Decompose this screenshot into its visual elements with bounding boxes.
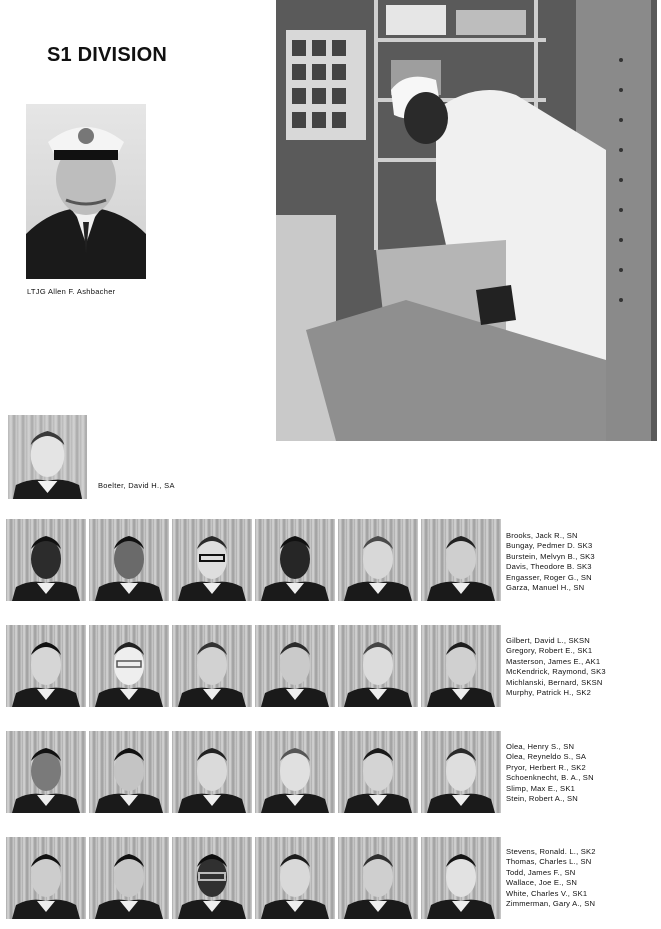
portrait	[421, 625, 501, 707]
crew-name: Olea, Henry S., SN	[506, 742, 575, 751]
portrait	[421, 519, 501, 601]
page-title: S1 DIVISION	[47, 44, 168, 66]
crew-name: Olea, Reyneldo S., SA	[506, 752, 587, 762]
crew-name: Thomas, Charles L., SN	[506, 857, 592, 867]
row-4-names	[506, 847, 656, 909]
portrait	[172, 731, 252, 813]
portrait	[338, 519, 418, 601]
boelter-caption: Boelter, David H., SA	[98, 481, 175, 490]
portrait	[338, 625, 418, 707]
boelter-portrait-photo	[8, 415, 87, 499]
portrait	[89, 731, 169, 813]
crew-name: Todd, James F., SN	[506, 867, 576, 877]
crew-name: Schoenknecht, B. A., SN	[506, 773, 594, 783]
officer-caption: LTJG Allen F. Ashbacher	[27, 287, 116, 296]
portrait-row-2	[6, 625, 502, 707]
crew-name: Stein, Robert A., SN	[506, 793, 578, 803]
portrait	[89, 519, 169, 601]
crew-name: Pryor, Herbert R., SK2	[506, 762, 586, 772]
portrait-row-1	[6, 519, 502, 601]
crew-name: Engasser, Roger G., SN	[506, 572, 592, 582]
portrait	[421, 731, 501, 813]
portrait	[6, 519, 86, 601]
row-3-names	[506, 742, 656, 804]
portrait	[255, 519, 335, 601]
portrait	[89, 625, 169, 707]
crew-name: Gilbert, David L., SKSN	[506, 636, 590, 645]
portrait	[338, 837, 418, 919]
portrait	[6, 625, 86, 707]
crew-name: Burstein, Melvyn B., SK3	[506, 551, 595, 561]
crew-name: White, Charles V., SK1	[506, 888, 588, 898]
portrait	[255, 625, 335, 707]
portrait	[6, 837, 86, 919]
crew-name: Michlanski, Bernard, SKSN	[506, 677, 603, 687]
portrait	[172, 837, 252, 919]
storeroom-action-photo	[276, 0, 657, 441]
crew-name: Davis, Theodore B. SK3	[506, 562, 592, 572]
portrait	[255, 731, 335, 813]
crew-name: McKendrick, Raymond, SK3	[506, 667, 606, 677]
row-1-names	[506, 531, 656, 593]
crew-name: Masterson, James E., AK1	[506, 656, 601, 666]
portrait-row-4	[6, 837, 502, 919]
portrait	[338, 731, 418, 813]
crew-name: Garza, Manuel H., SN	[506, 582, 585, 592]
portrait	[89, 837, 169, 919]
crew-name: Murphy, Patrick H., SK2	[506, 687, 592, 697]
portrait-row-3	[6, 731, 502, 813]
portrait	[6, 731, 86, 813]
crew-name: Wallace, Joe E., SN	[506, 878, 578, 888]
portrait	[255, 837, 335, 919]
portrait	[421, 837, 501, 919]
row-2-names	[506, 636, 656, 698]
crew-name: Gregory, Robert E., SK1	[506, 646, 593, 656]
portrait	[172, 519, 252, 601]
crew-name: Slimp, Max E., SK1	[506, 783, 576, 793]
crew-name: Stevens, Ronald. L., SK2	[506, 847, 596, 856]
officer-portrait-photo	[26, 104, 146, 279]
crew-name: Bungay, Pedmer D. SK3	[506, 541, 593, 551]
crew-name: Zimmerman, Gary A., SN	[506, 898, 596, 908]
crew-name: Brooks, Jack R., SN	[506, 531, 578, 540]
portrait	[172, 625, 252, 707]
